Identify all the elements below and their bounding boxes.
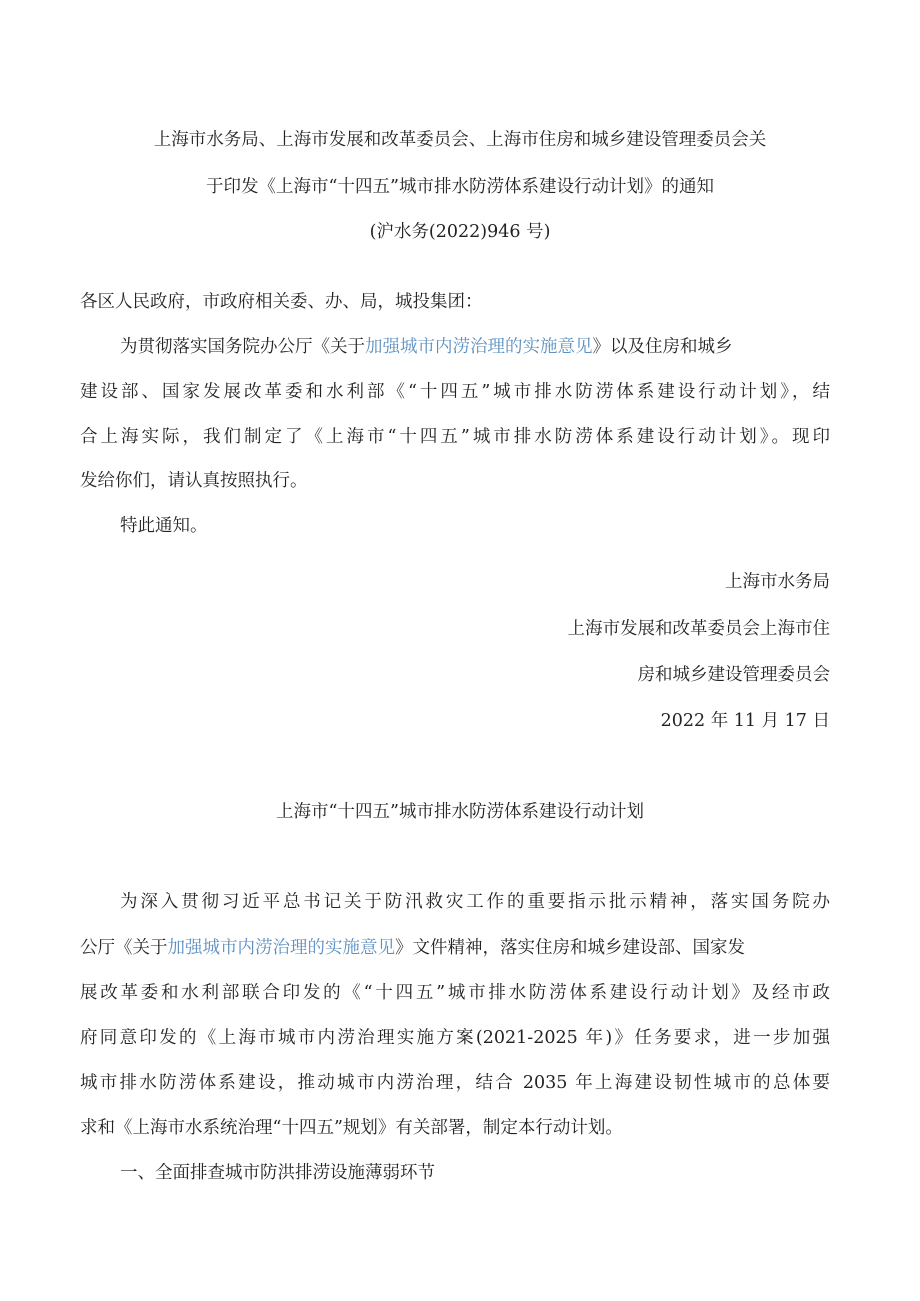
section-heading-1: 一、全面排查城市防洪排涝设施薄弱环节 [120, 1163, 435, 1183]
plan-paragraph-line-5: 城市排水防涝体系建设，推动城市内涝治理，结合 2035 年上海建设韧性城市的总体要 [80, 1073, 830, 1093]
plan-paragraph-line-1: 为深入贯彻习近平总书记关于防汛救灾工作的重要指示批示精神，落实国务院办 [120, 892, 830, 912]
plan-paragraph-line-6: 求和《上海市水系统治理“十四五”规划》有关部署，制定本行动计划。 [80, 1118, 623, 1138]
text-segment: 公厅《关于 [80, 938, 168, 958]
plan-paragraph-line-3: 展改革委和水利部联合印发的《“十四五”城市排水防涝体系建设行动计划》及经市政 [80, 983, 830, 1003]
signature-org-2-line-2: 房和城乡建设管理委员会 [637, 665, 830, 685]
notice-paragraph-line-2: 建设部、国家发展改革委和水利部《“十四五”城市排水防涝体系建设行动计划》，结 [80, 382, 830, 402]
notice-title-line-1: 上海市水务局、上海市发展和改革委员会、上海市住房和城乡建设管理委员会关 [153, 130, 767, 150]
text-segment: 》文件精神，落实住房和城乡建设部、国家发 [395, 938, 745, 958]
closing-text: 特此通知。 [120, 516, 208, 536]
plan-title: 上海市“十四五”城市排水防涝体系建设行动计划 [276, 802, 644, 822]
plan-paragraph-line-2 [80, 936, 830, 960]
policy-link[interactable]: 加强城市内涝治理的实施意见 [365, 337, 593, 357]
notice-paragraph-line-1 [120, 335, 733, 359]
policy-link[interactable]: 加强城市内涝治理的实施意见 [167, 938, 395, 958]
plan-paragraph-line-4: 府同意印发的《上海市城市内涝治理实施方案(2021-2025 年)》任务要求，进一步加强 [80, 1028, 830, 1048]
signature-org-1: 上海市水务局 [725, 572, 830, 592]
signature-org-2-line-1: 上海市发展和改革委员会上海市住 [567, 619, 830, 639]
salutation: 各区人民政府，市政府相关委、办、局，城投集团： [80, 292, 483, 312]
notice-title-line-2: 于印发《上海市“十四五”城市排水防涝体系建设行动计划》的通知 [206, 177, 714, 197]
text-segment: 》以及住房和城乡 [592, 337, 733, 357]
notice-paragraph-line-3: 合上海实际，我们制定了《上海市“十四五”城市排水防涝体系建设行动计划》。现印 [80, 427, 830, 447]
text-segment: 为贯彻落实国务院办公厅《关于 [120, 337, 365, 357]
signature-date: 2022 年 11 月 17 日 [660, 711, 830, 731]
document-number: (沪水务(2022)946 号) [369, 222, 551, 242]
notice-paragraph-line-4: 发给你们，请认真按照执行。 [80, 471, 308, 491]
text-segment-group [80, 936, 745, 960]
